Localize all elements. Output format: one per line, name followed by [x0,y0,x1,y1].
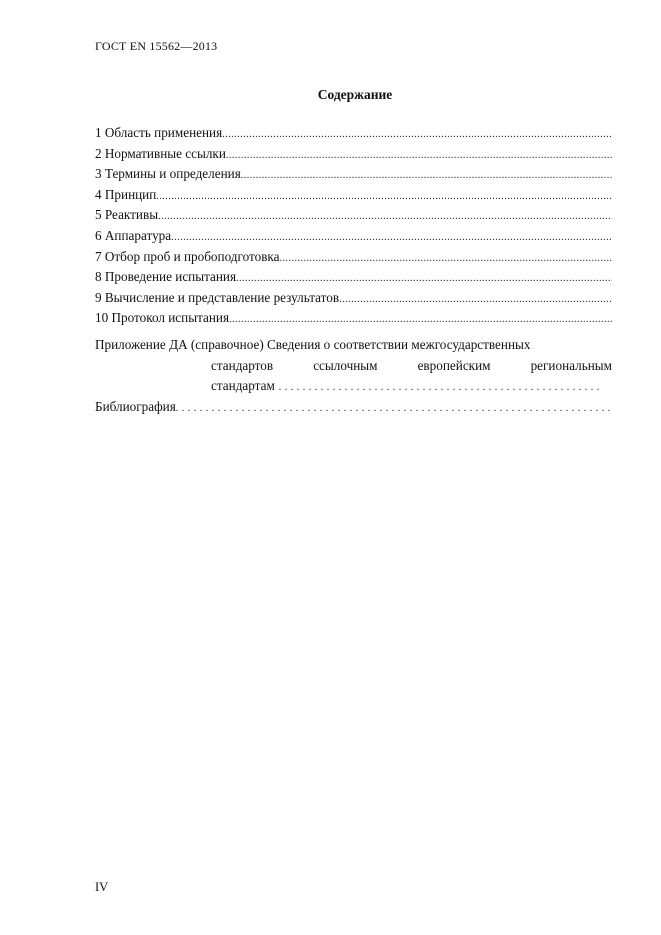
toc-item-reagents[interactable] [95,207,612,228]
dot-leader [176,403,612,414]
toc-item-calculation[interactable] [95,290,612,311]
dot-leader [226,150,612,161]
dot-leader [229,314,612,325]
toc-item-terms-definitions[interactable] [95,166,612,187]
toc-item-apparatus[interactable] [95,228,612,249]
appendix-line [211,358,612,379]
toc-item-label: 4 Принцип [95,186,157,202]
page-title: Содержание [317,87,393,102]
dot-leader [158,211,612,222]
toc-item-label: 7 Отбор проб и пробоподготовка [95,248,280,264]
dot-leader [236,273,612,284]
toc-item-label: 1 Область применения [95,125,223,140]
toc-item-sampling[interactable] [95,249,612,270]
toc-item-scope[interactable] [95,125,612,146]
toc-item-label: 10 Протокол испытания [95,310,230,326]
toc-item-label: 9 Вычисление и представление результатов [95,289,340,305]
toc-item-bibliography[interactable] [95,399,612,420]
appendix-word: европейским [417,357,491,373]
appendix-word: стандартов [211,357,274,373]
appendix-line: Приложение ДА (справочное) Сведения о соответствии межгосударственных [95,336,531,352]
page-number: IV [95,880,109,894]
toc-item-normative-references[interactable] [95,146,612,167]
toc-item-label: 8 Проведение испытания [95,269,237,285]
appendix-word: ссылочным [313,357,378,373]
toc-item-procedure[interactable] [95,269,612,290]
dot-leader [156,191,612,202]
appendix-word: стандартам [211,378,275,394]
toc-item-label: 2 Нормативные ссылки [95,145,226,161]
dot-leader [279,382,601,393]
toc-item-test-report[interactable] [95,310,612,331]
dot-leader [222,129,612,140]
toc-item-label: 5 Реактивы [95,207,159,223]
toc-item-label: 3 Термины и определения [95,166,241,182]
appendix-line [211,378,601,399]
toc-item-appendix[interactable] [95,337,612,399]
dot-leader [241,170,612,181]
toc-item-label: Библиография [95,398,176,414]
toc-item-principle[interactable] [95,187,612,208]
dot-leader [339,294,612,305]
document-header: ГОСТ EN 15562—2013 [95,39,218,53]
dot-leader [279,253,612,264]
toc-item-label: 6 Аппаратура [95,227,172,243]
table-of-contents [95,125,612,419]
dot-leader [171,232,612,243]
appendix-word: региональным [530,357,612,373]
